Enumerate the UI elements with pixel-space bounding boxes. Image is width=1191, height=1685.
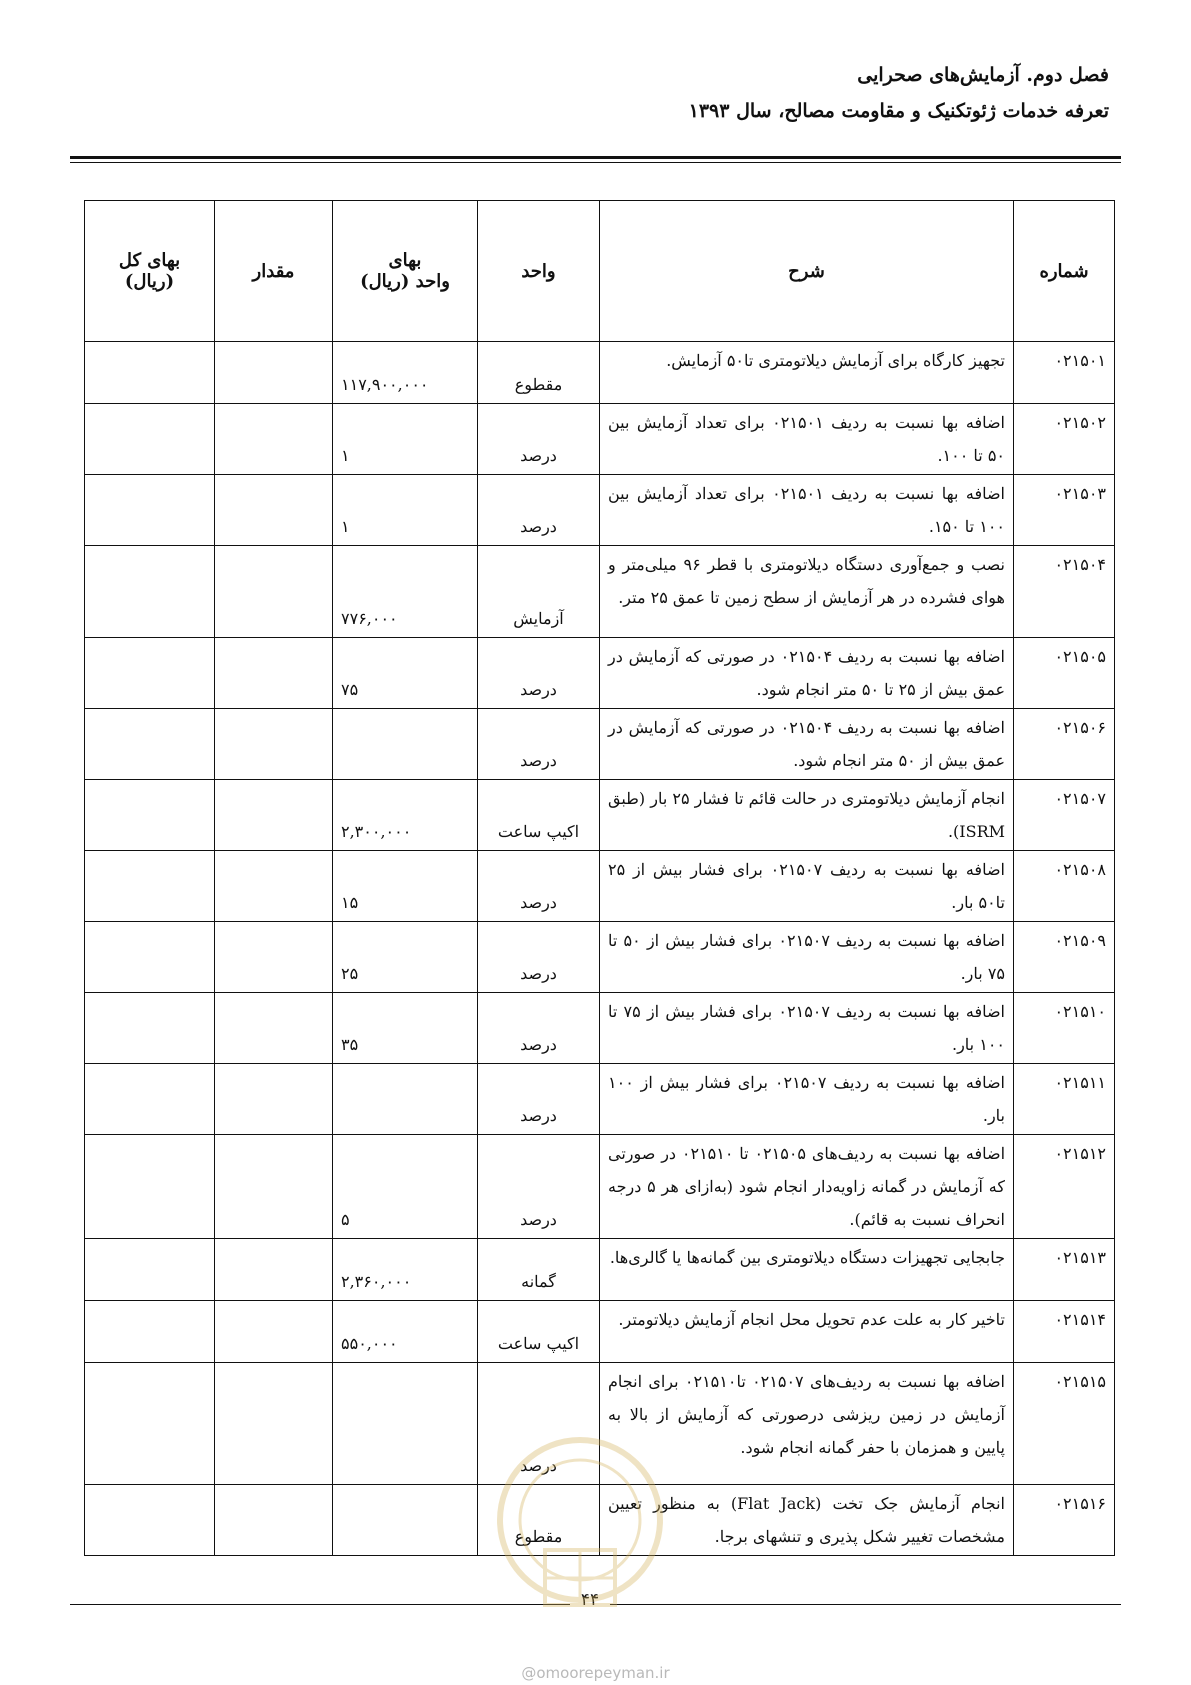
header-unit-price-line1: بهای: [388, 250, 422, 271]
row-description-text: اضافه بها نسبت به ردیف ۰۲۱۵۰۷ برای فشار بیش از ۷۵ تا ۱۰۰ بار.: [608, 1002, 1006, 1054]
row-total: [85, 1485, 215, 1556]
row-total: [85, 1239, 215, 1301]
row-unit-text: درصد: [520, 964, 557, 983]
row-quantity: [215, 342, 333, 404]
table-row: [85, 851, 1115, 922]
row-description: [600, 1064, 1014, 1135]
row-quantity: [215, 475, 333, 546]
table-row: [85, 475, 1115, 546]
row-number: [1014, 993, 1115, 1064]
row-unit-text: درصد: [520, 751, 557, 770]
row-number-text: ۰۲۱۵۱۶: [1054, 1494, 1106, 1513]
row-number: [1014, 546, 1115, 638]
watermark-seal: [485, 1400, 675, 1630]
row-unit-text: اکیپ ساعت: [497, 1334, 580, 1353]
row-number: [1014, 638, 1115, 709]
row-unit-price-text: ۱۵: [341, 893, 359, 912]
table-row: [85, 638, 1115, 709]
row-number: [1014, 709, 1115, 780]
row-unit-text: درصد: [520, 1106, 557, 1125]
row-number-text: ۰۲۱۵۰۷: [1054, 789, 1106, 808]
row-total: [85, 342, 215, 404]
row-total: [85, 993, 215, 1064]
row-number: [1014, 780, 1115, 851]
page-header: [689, 64, 1109, 122]
row-number: [1014, 922, 1115, 993]
row-description: [600, 475, 1014, 546]
table-row: [85, 1135, 1115, 1239]
row-quantity: [215, 1485, 333, 1556]
row-description-text: اضافه بها نسبت به ردیف ۰۲۱۵۰۷ برای فشار بیش از ۵۰ تا ۷۵ بار.: [608, 931, 1006, 983]
header-quantity: مقدار: [215, 201, 333, 342]
row-unit-price: [333, 404, 478, 475]
row-total: [85, 1135, 215, 1239]
row-number-text: ۰۲۱۵۱۴: [1054, 1310, 1106, 1329]
header-rule-thick: [70, 156, 1121, 159]
page-number: ۴۴: [580, 1590, 600, 1610]
row-unit-price: [333, 1239, 478, 1301]
row-number: [1014, 1301, 1115, 1363]
row-quantity: [215, 1064, 333, 1135]
row-unit: [478, 342, 600, 404]
row-number-text: ۰۲۱۵۰۹: [1054, 931, 1106, 950]
row-number: [1014, 851, 1115, 922]
row-number: [1014, 1363, 1115, 1485]
row-unit-price: [333, 993, 478, 1064]
row-unit-text: درصد: [520, 893, 557, 912]
row-description-text: تاخیر کار به علت عدم تحویل محل انجام آزمایش دیلاتومتر.: [618, 1310, 1005, 1329]
row-unit: [478, 404, 600, 475]
row-unit: [478, 546, 600, 638]
row-unit-price-text: ۱: [341, 517, 350, 536]
row-quantity: [215, 404, 333, 475]
row-unit-price: [333, 1301, 478, 1363]
row-quantity: [215, 638, 333, 709]
row-unit-text: درصد: [520, 1210, 557, 1229]
row-unit: [478, 1301, 600, 1363]
row-number: [1014, 1135, 1115, 1239]
row-unit: [478, 709, 600, 780]
row-description-text: انجام آزمایش دیلاتومتری در حالت قائم تا فشار ۲۵ بار (طبق ISRM).: [608, 789, 1005, 841]
row-number-text: ۰۲۱۵۱۵: [1054, 1372, 1106, 1391]
row-unit-price-text: ۵: [341, 1210, 350, 1229]
row-number-text: ۰۲۱۵۰۵: [1054, 647, 1106, 666]
row-number-text: ۰۲۱۵۱۲: [1054, 1144, 1106, 1163]
row-unit: [478, 1135, 600, 1239]
header-rule-thin: [70, 162, 1121, 163]
row-description: [600, 851, 1014, 922]
table-header-row: [85, 201, 1115, 342]
row-description-text: اضافه بها نسبت به ردیف‌های ۰۲۱۵۰۷ تا۰۲۱۵۱۰ برای انجام آزمایش در زمین ریزشی درصورتی که آزمایش از بالا به پایین و همزمان با حفر گمانه انجام شود.: [608, 1372, 1005, 1457]
row-total: [85, 709, 215, 780]
row-total: [85, 1301, 215, 1363]
table-row: [85, 546, 1115, 638]
row-unit-price: [333, 1064, 478, 1135]
row-description-text: اضافه بها نسبت به ردیف ۰۲۱۵۰۷ برای فشار بیش از ۲۵ تا۵۰ بار.: [608, 860, 1005, 912]
row-unit: [478, 475, 600, 546]
row-quantity: [215, 993, 333, 1064]
row-unit-price: [333, 638, 478, 709]
row-number: [1014, 475, 1115, 546]
watermark-text: @omoorepeyman.ir: [521, 1664, 670, 1682]
row-quantity: [215, 1363, 333, 1485]
row-quantity: [215, 851, 333, 922]
row-number: [1014, 1064, 1115, 1135]
row-unit-text: اکیپ ساعت: [497, 822, 580, 841]
row-unit-price-text: ۱۱۷,۹۰۰,۰۰۰: [341, 375, 429, 394]
row-unit-text: درصد: [520, 517, 557, 536]
row-number-text: ۰۲۱۵۰۱: [1054, 351, 1106, 370]
row-quantity: [215, 780, 333, 851]
table-row: [85, 342, 1115, 404]
row-unit-price-text: ۲,۳۰۰,۰۰۰: [341, 822, 412, 841]
row-unit-price: [333, 546, 478, 638]
row-total: [85, 1363, 215, 1485]
header-unit-price-line2: واحد (ریال): [360, 271, 450, 292]
header-unit: واحد: [478, 201, 600, 342]
row-unit: [478, 638, 600, 709]
row-unit-price: [333, 1485, 478, 1556]
row-unit-text: درصد: [520, 1035, 557, 1054]
row-total: [85, 851, 215, 922]
row-unit-text: مقطوع: [514, 1527, 563, 1546]
row-total: [85, 404, 215, 475]
row-quantity: [215, 1135, 333, 1239]
row-description: [600, 1135, 1014, 1239]
row-total: [85, 922, 215, 993]
row-total: [85, 1064, 215, 1135]
row-unit-price: [333, 1363, 478, 1485]
row-unit-text: آزمایش: [513, 609, 564, 628]
header-total: [85, 201, 215, 342]
row-unit-price-text: ۲۵: [341, 964, 359, 983]
row-description-text: اضافه بها نسبت به ردیف ۰۲۱۵۰۴ در صورتی که آزمایش در عمق بیش از ۵۰ متر انجام شود.: [608, 718, 1005, 770]
row-number-text: ۰۲۱۵۱۳: [1054, 1248, 1106, 1267]
row-quantity: [215, 1301, 333, 1363]
row-unit-price-text: ۷۵: [341, 680, 359, 699]
row-unit-text: گمانه: [521, 1272, 556, 1291]
row-unit-price: [333, 851, 478, 922]
row-total: [85, 638, 215, 709]
row-description-text: اضافه بها نسبت به ردیف‌های ۰۲۱۵۰۵ تا ۰۲۱۵۱۰ در صورتی که آزمایش در گمانه زاویه‌دار انجام شود (به‌ازای هر ۵ درجه انحراف نسبت به قائم).: [608, 1144, 1006, 1229]
row-unit-text: درصد: [520, 446, 557, 465]
header-total-line1: بهای کل: [118, 250, 181, 271]
row-number: [1014, 404, 1115, 475]
row-unit: [478, 780, 600, 851]
row-unit-price: [333, 709, 478, 780]
row-number-text: ۰۲۱۵۰۳: [1054, 484, 1106, 503]
row-description: [600, 709, 1014, 780]
row-unit-price-text: ۲,۳۶۰,۰۰۰: [341, 1272, 412, 1291]
table-row: [85, 1301, 1115, 1363]
row-description: [600, 1239, 1014, 1301]
row-unit-price-text: ۷۷۶,۰۰۰: [341, 609, 398, 628]
row-description: [600, 404, 1014, 475]
row-unit-price: [333, 922, 478, 993]
table-row: [85, 404, 1115, 475]
table-row: [85, 993, 1115, 1064]
row-description: [600, 546, 1014, 638]
row-description: [600, 922, 1014, 993]
document-subtitle: تعرفه خدمات ژئوتکنیک و مقاومت مصالح، سال ۱۳۹۳: [688, 100, 1109, 122]
row-description: [600, 993, 1014, 1064]
row-unit: [478, 851, 600, 922]
row-quantity: [215, 546, 333, 638]
row-number-text: ۰۲۱۵۰۸: [1054, 860, 1106, 879]
row-quantity: [215, 709, 333, 780]
table-row: [85, 1239, 1115, 1301]
row-unit-text: درصد: [520, 680, 557, 699]
row-description: [600, 1301, 1014, 1363]
row-quantity: [215, 922, 333, 993]
header-total-line2: (ریال): [124, 271, 175, 292]
row-unit: [478, 922, 600, 993]
chapter-title: فصل دوم. آزمایش‌های صحرایی: [857, 64, 1109, 86]
header-description: شرح: [600, 201, 1014, 342]
row-description-text: اضافه بها نسبت به ردیف ۰۲۱۵۰۴ در صورتی که آزمایش در عمق بیش از ۲۵ تا ۵۰ متر انجام شود.: [608, 647, 1005, 699]
tariff-table: [84, 200, 1115, 1556]
table-row: [85, 709, 1115, 780]
row-total: [85, 780, 215, 851]
row-description: [600, 342, 1014, 404]
row-unit-text: درصد: [520, 1456, 557, 1475]
row-description-text: نصب و جمع‌آوری دستگاه دیلاتومتری با قطر ۹۶ میلی‌متر و هوای فشرده در هر آزمایش از سطح زمین تا عمق ۲۵ متر.: [608, 555, 1006, 607]
row-number-text: ۰۲۱۵۰۶: [1054, 718, 1106, 737]
row-unit-price-text: ۱: [341, 446, 350, 465]
footer-rule-right: [610, 1604, 1121, 1605]
row-number-text: ۰۲۱۵۱۱: [1054, 1073, 1106, 1092]
row-unit-price: [333, 1135, 478, 1239]
row-description-text: انجام آزمایش جک تخت (Flat Jack) به منظور تعیین مشخصات تغییر شکل پذیری و تنشهای برجا.: [608, 1494, 1005, 1546]
table-row: [85, 1064, 1115, 1135]
row-unit-text: مقطوع: [514, 375, 563, 394]
table-row: [85, 780, 1115, 851]
row-description-text: اضافه بها نسبت به ردیف ۰۲۱۵۰۱ برای تعداد آزمایش بین ۱۰۰ تا ۱۵۰.: [608, 484, 1005, 536]
row-unit: [478, 1239, 600, 1301]
row-number-text: ۰۲۱۵۰۲: [1054, 413, 1106, 432]
row-description: [600, 638, 1014, 709]
row-number: [1014, 1239, 1115, 1301]
header-unit-price: [333, 201, 478, 342]
row-unit-price: [333, 780, 478, 851]
row-unit: [478, 993, 600, 1064]
table-row: [85, 922, 1115, 993]
row-number: [1014, 342, 1115, 404]
row-number: [1014, 1485, 1115, 1556]
row-description-text: اضافه بها نسبت به ردیف ۰۲۱۵۰۱ برای تعداد آزمایش بین ۵۰ تا ۱۰۰.: [608, 413, 1005, 465]
row-unit-price-text: ۳۵: [341, 1035, 359, 1054]
row-total: [85, 475, 215, 546]
row-unit: [478, 1064, 600, 1135]
row-description-text: تجهیز کارگاه برای آزمایش دیلاتومتری تا۵۰ آزمایش.: [666, 351, 1005, 370]
row-unit-price: [333, 342, 478, 404]
row-description-text: اضافه بها نسبت به ردیف ۰۲۱۵۰۷ برای فشار بیش از ۱۰۰ بار.: [608, 1073, 1005, 1125]
row-total: [85, 546, 215, 638]
row-number-text: ۰۲۱۵۱۰: [1054, 1002, 1106, 1021]
row-description: [600, 780, 1014, 851]
row-number-text: ۰۲۱۵۰۴: [1054, 555, 1106, 574]
row-description-text: جابجایی تجهیزات دستگاه دیلاتومتری بین گمانه‌ها یا گالری‌ها.: [609, 1248, 1005, 1267]
header-number: شماره: [1014, 201, 1115, 342]
row-quantity: [215, 1239, 333, 1301]
row-unit-price: [333, 475, 478, 546]
row-unit-price-text: ۵۵۰,۰۰۰: [341, 1334, 398, 1353]
